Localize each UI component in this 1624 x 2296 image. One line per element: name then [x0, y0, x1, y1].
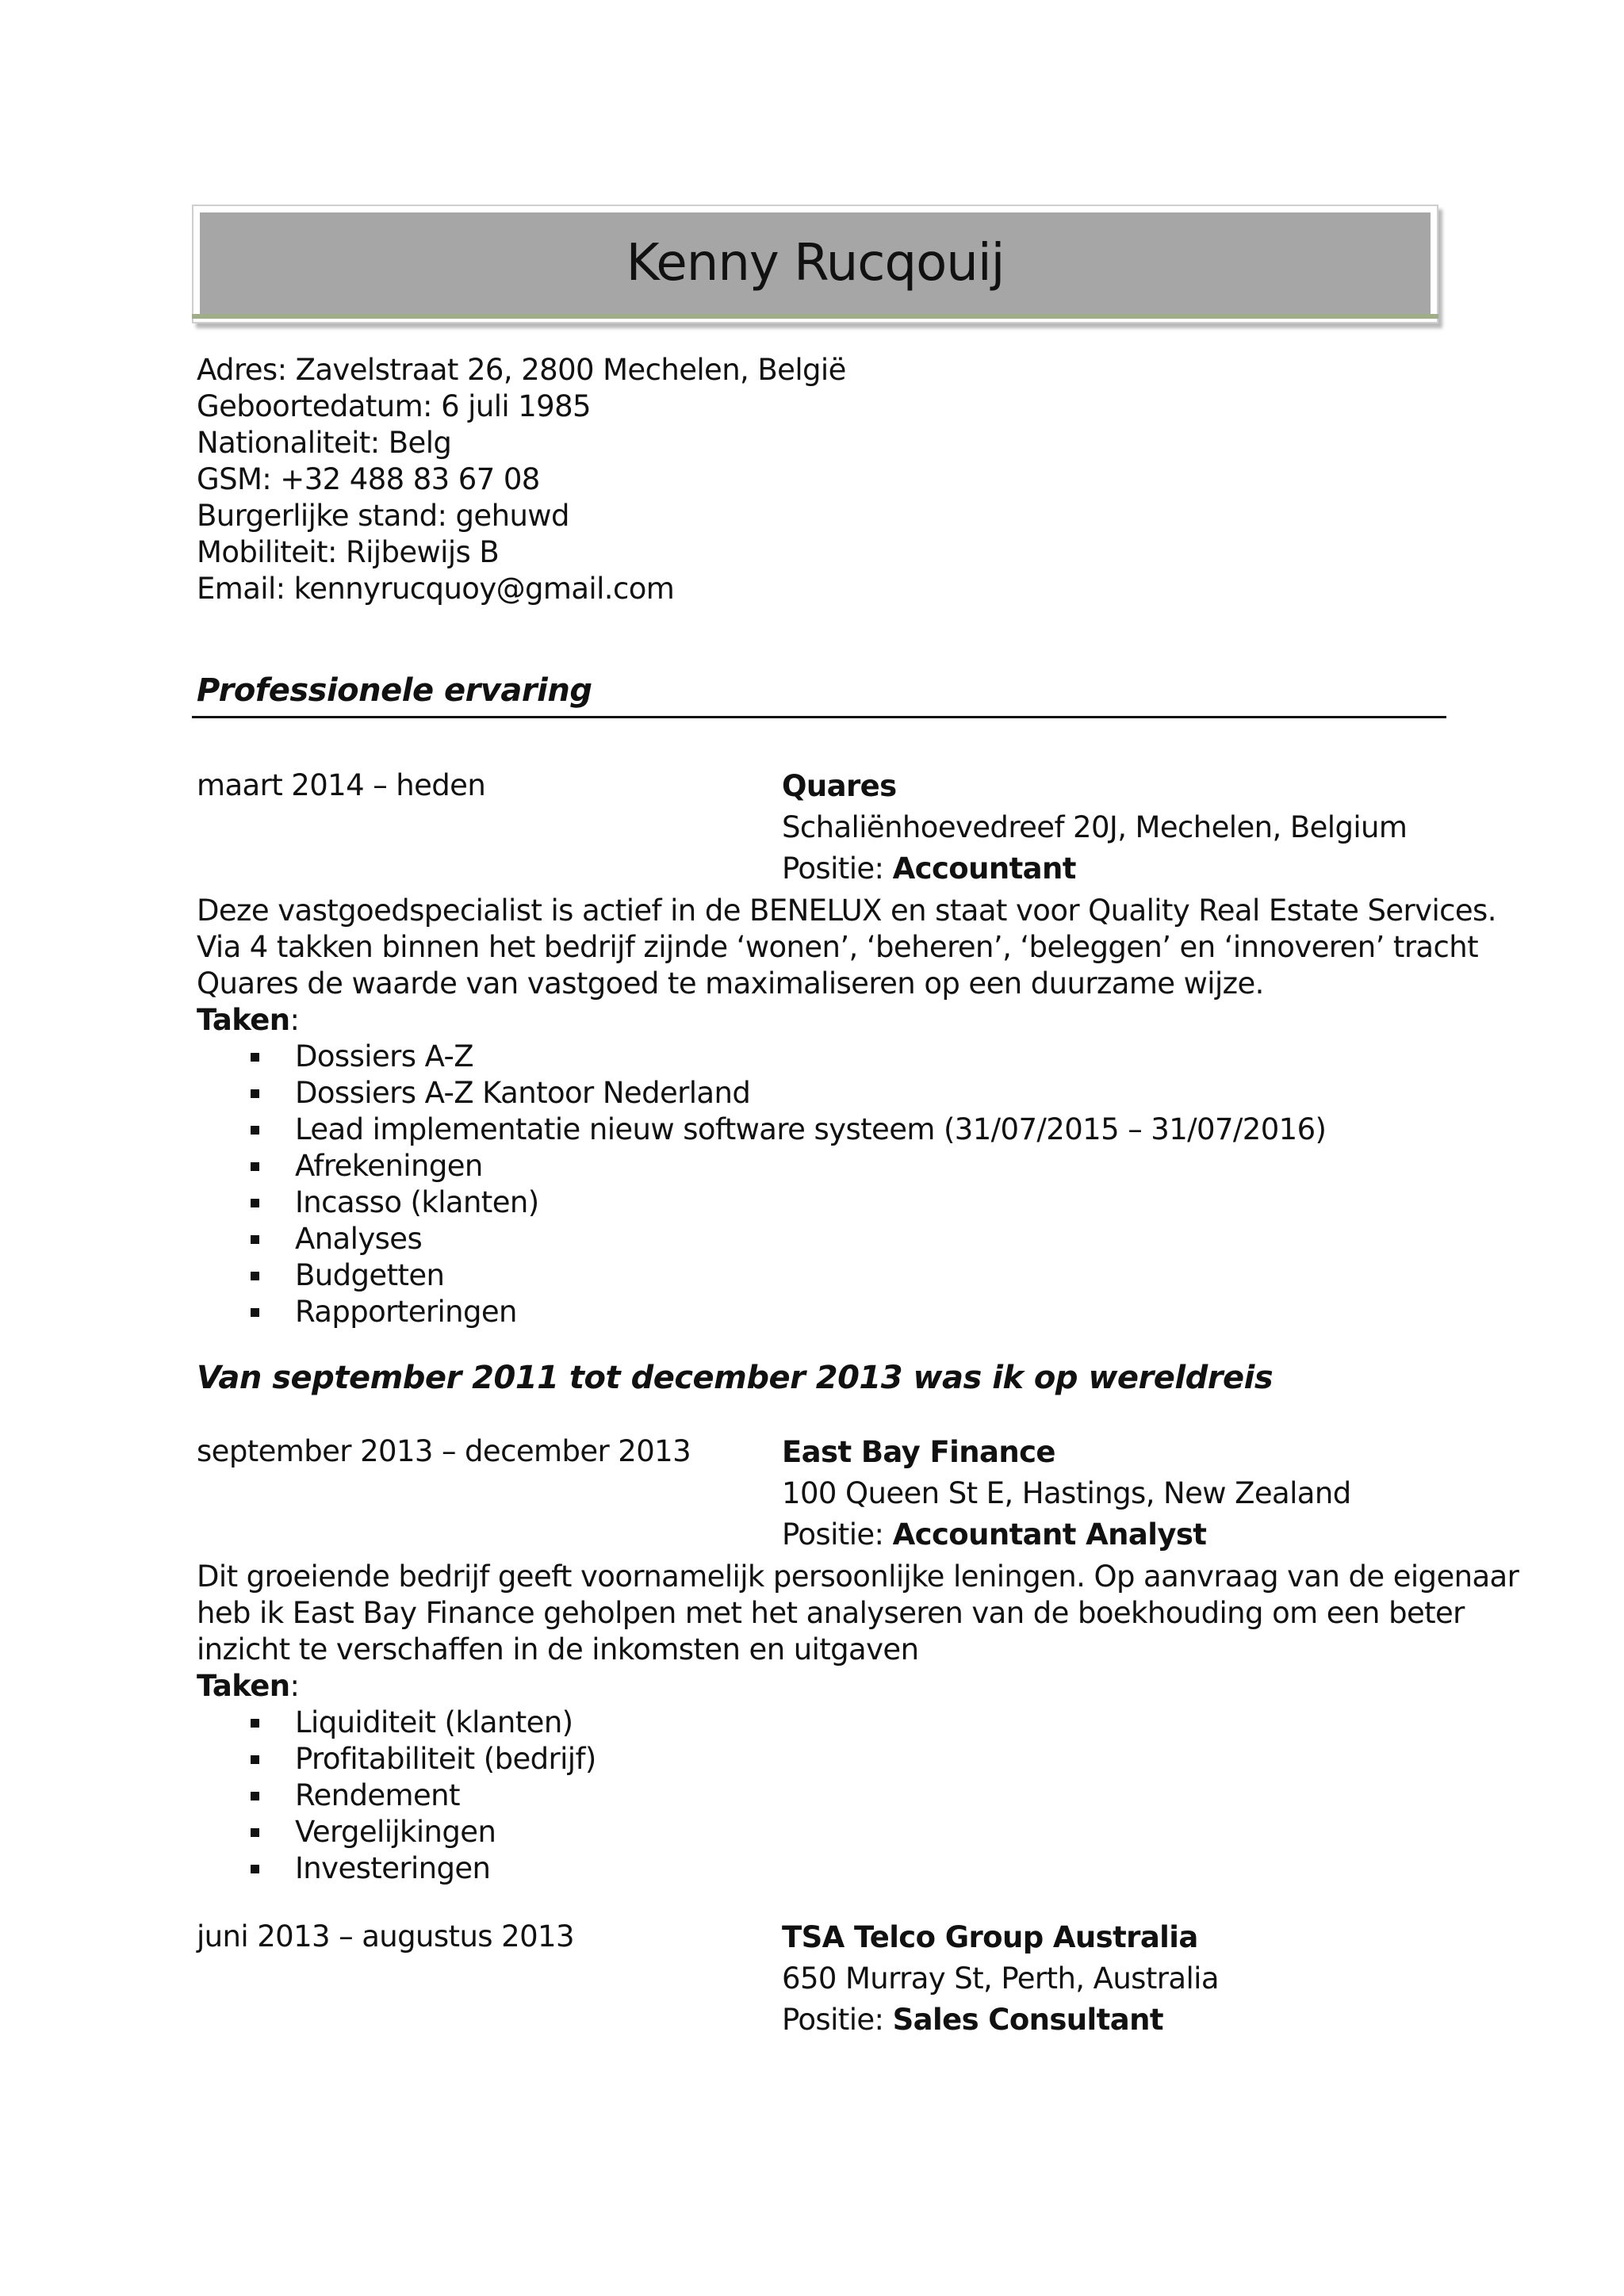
list-item: Dossiers A-Z — [197, 1039, 1326, 1075]
list-item: Profitabiliteit (bedrijf) — [197, 1741, 596, 1777]
civil-status-line: Burgerlijke stand: gehuwd — [197, 499, 569, 533]
list-item: Rendement — [197, 1777, 596, 1814]
job-position-line — [782, 848, 1407, 890]
list-item: Liquiditeit (klanten) — [197, 1705, 596, 1741]
description-line: Quares de waarde van vastgoed te maximaliseren op een duurzame wijze. — [197, 966, 1264, 1001]
job-description — [197, 893, 1496, 1039]
job-description — [197, 1559, 1519, 1705]
nationality-line: Nationaliteit: Belg — [197, 426, 452, 460]
bullet-icon — [251, 1828, 259, 1837]
bullet-icon — [251, 1235, 259, 1244]
job-header — [782, 1432, 1351, 1556]
job-period: maart 2014 – heden — [197, 768, 486, 802]
name-box — [200, 212, 1431, 314]
job-company: TSA Telco Group Australia — [782, 1920, 1198, 1954]
job-address: Schaliënhoevedreef 20J, Mechelen, Belgium — [782, 810, 1408, 844]
section-title-experience: Professionele ervaring — [197, 672, 592, 709]
job-address: 650 Murray St, Perth, Australia — [782, 1961, 1219, 1996]
list-item: Rapporteringen — [197, 1294, 1326, 1330]
address-line: Adres: Zavelstraat 26, 2800 Mechelen, België — [197, 353, 846, 387]
tasks-heading: Taken: — [197, 1003, 300, 1037]
description-line: heb ik East Bay Finance geholpen met het analyseren van de boekhouding om een beter — [197, 1596, 1465, 1630]
personal-details — [197, 352, 846, 607]
description-line: Via 4 takken binnen het bedrijf zijnde ‘wonen’, ‘beheren’, ‘beleggen’ en ‘innoveren’ tracht — [197, 930, 1479, 964]
bullet-icon — [251, 1089, 259, 1098]
bullet-icon — [251, 1308, 259, 1317]
phone-line: GSM: +32 488 83 67 08 — [197, 462, 540, 496]
list-item: Investeringen — [197, 1850, 596, 1887]
full-name: Kenny Rucqouij — [626, 234, 1005, 293]
job-position-line — [782, 1999, 1219, 2041]
world-trip-note: Van september 2011 tot december 2013 was ik op wereldreis — [197, 1360, 1274, 1396]
list-item: Lead implementatie nieuw software systeem (31/07/2015 – 31/07/2016) — [197, 1112, 1326, 1148]
position-label: Positie: — [782, 2003, 884, 2037]
list-item: Vergelijkingen — [197, 1814, 596, 1850]
bullet-icon — [251, 1126, 259, 1135]
bullet-icon — [251, 1162, 259, 1171]
name-underline — [192, 314, 1438, 319]
description-line: Deze vastgoedspecialist is actief in de BENELUX en staat voor Quality Real Estate Services. — [197, 894, 1496, 928]
bullet-icon — [251, 1865, 259, 1873]
task-list — [197, 1039, 1326, 1330]
job-position-line — [782, 1514, 1351, 1556]
task-list — [197, 1705, 596, 1887]
bullet-icon — [251, 1755, 259, 1764]
bullet-icon — [251, 1792, 259, 1800]
job-header — [782, 1917, 1219, 2041]
bullet-icon — [251, 1199, 259, 1207]
mobility-line: Mobiliteit: Rijbewijs B — [197, 535, 500, 569]
bullet-icon — [251, 1272, 259, 1280]
bullet-icon — [251, 1053, 259, 1062]
job-position: Sales Consultant — [892, 2003, 1163, 2037]
birthdate-line: Geboortedatum: 6 juli 1985 — [197, 389, 591, 423]
section-rule — [192, 716, 1446, 718]
job-address: 100 Queen St E, Hastings, New Zealand — [782, 1476, 1351, 1510]
job-header — [782, 766, 1407, 890]
list-item: Afrekeningen — [197, 1148, 1326, 1184]
bullet-icon — [251, 1719, 259, 1728]
job-period: september 2013 – december 2013 — [197, 1434, 691, 1468]
list-item: Analyses — [197, 1221, 1326, 1257]
description-line: inzicht te verschaffen in de inkomsten en uitgaven — [197, 1632, 919, 1667]
list-item: Budgetten — [197, 1257, 1326, 1294]
position-label: Positie: — [782, 1517, 884, 1552]
description-line: Dit groeiende bedrijf geeft voornamelijk persoonlijke leningen. Op aanvraag van de eigenaar — [197, 1559, 1519, 1594]
name-header — [192, 205, 1438, 323]
list-item: Incasso (klanten) — [197, 1184, 1326, 1221]
job-period: juni 2013 – augustus 2013 — [197, 1919, 574, 1954]
job-company: East Bay Finance — [782, 1435, 1055, 1469]
job-position: Accountant Analyst — [892, 1517, 1207, 1552]
tasks-heading: Taken: — [197, 1669, 300, 1703]
position-label: Positie: — [782, 851, 884, 886]
job-company: Quares — [782, 769, 897, 803]
job-position: Accountant — [892, 851, 1076, 886]
list-item: Dossiers A-Z Kantoor Nederland — [197, 1075, 1326, 1112]
email-line: Email: kennyrucquoy@gmail.com — [197, 572, 675, 606]
